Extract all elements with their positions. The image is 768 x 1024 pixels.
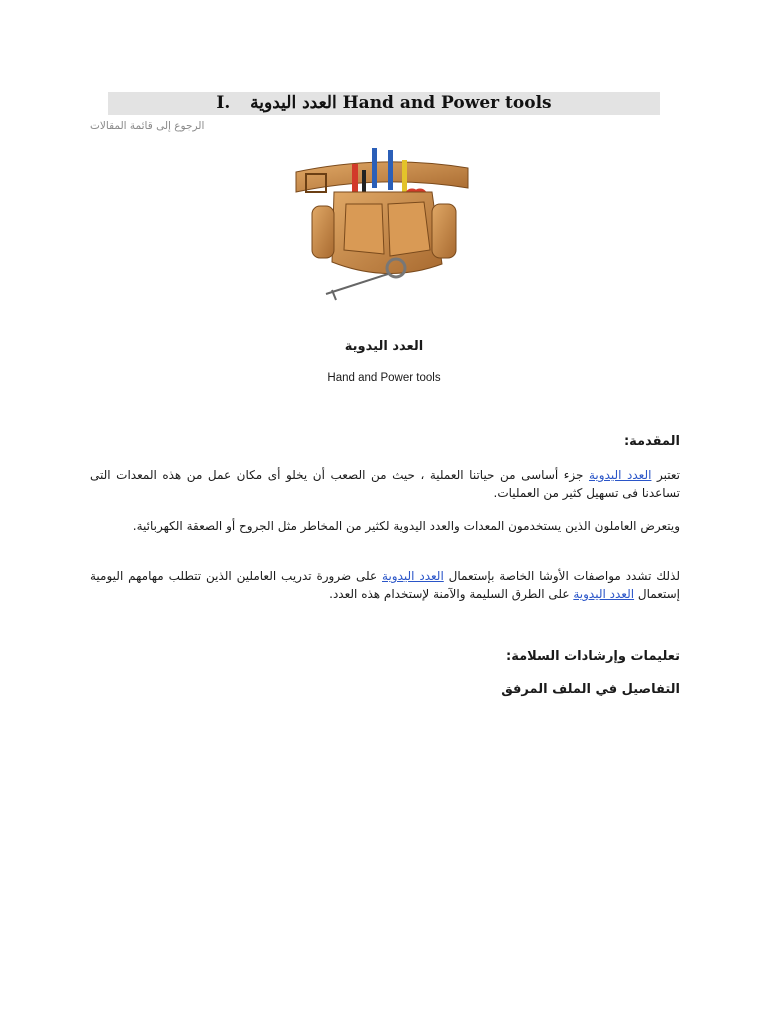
hand-tools-link[interactable]: العدد اليدوية — [382, 569, 444, 583]
paragraph-3-text-c: على الطرق السليمة والآمنة لإستخدام هذه العدد. — [329, 587, 574, 601]
safety-heading: تعليمات وإرشادات السلامة: — [506, 649, 680, 664]
hand-tools-link[interactable]: العدد اليدوية — [589, 468, 652, 482]
paragraph-1 — [90, 466, 680, 502]
hand-tools-link[interactable]: العدد اليدوية — [573, 587, 635, 601]
tool-belt-image — [292, 144, 472, 324]
image-caption-ar: العدد اليدوية — [344, 339, 424, 354]
details-heading: التفاصيل في الملف المرفق — [501, 682, 680, 697]
paragraph-3-text-b: على ضرورة تدريب العاملين الذين تتطلب مهامهم اليومية إستعمال — [90, 569, 680, 601]
image-caption-en: Hand and Power tools — [327, 372, 441, 384]
heading-title-ar: العدد اليدوية — [250, 93, 337, 113]
paragraph-3-text-a: لذلك تشدد مواصفات الأوشا الخاصة بإستعمال — [443, 569, 680, 583]
heading-number: I. — [216, 93, 231, 113]
paragraph-1-text-b: جزء أساسى من حياتنا العملية ، حيث من الصعب أن يخلو أى مكان عمل من هذه المعدات التى تساعدنا فى تسهيل كثير من العمليات. — [90, 468, 680, 500]
heading-title-en: Hand and Power tools — [342, 93, 552, 113]
paragraph-2: ويتعرض العاملون الذين يستخدمون المعدات والعدد اليدوية لكثير من المخاطر مثل الجروح أو الصعقة الكهربائية. — [132, 519, 680, 533]
paragraph-1-text-a: تعتبر — [651, 468, 680, 482]
intro-heading: المقدمة: — [623, 434, 680, 449]
page-title — [108, 92, 660, 115]
paragraph-3 — [90, 567, 680, 603]
back-to-articles-link[interactable]: الرجوع إلى قائمة المقالات — [90, 120, 205, 132]
